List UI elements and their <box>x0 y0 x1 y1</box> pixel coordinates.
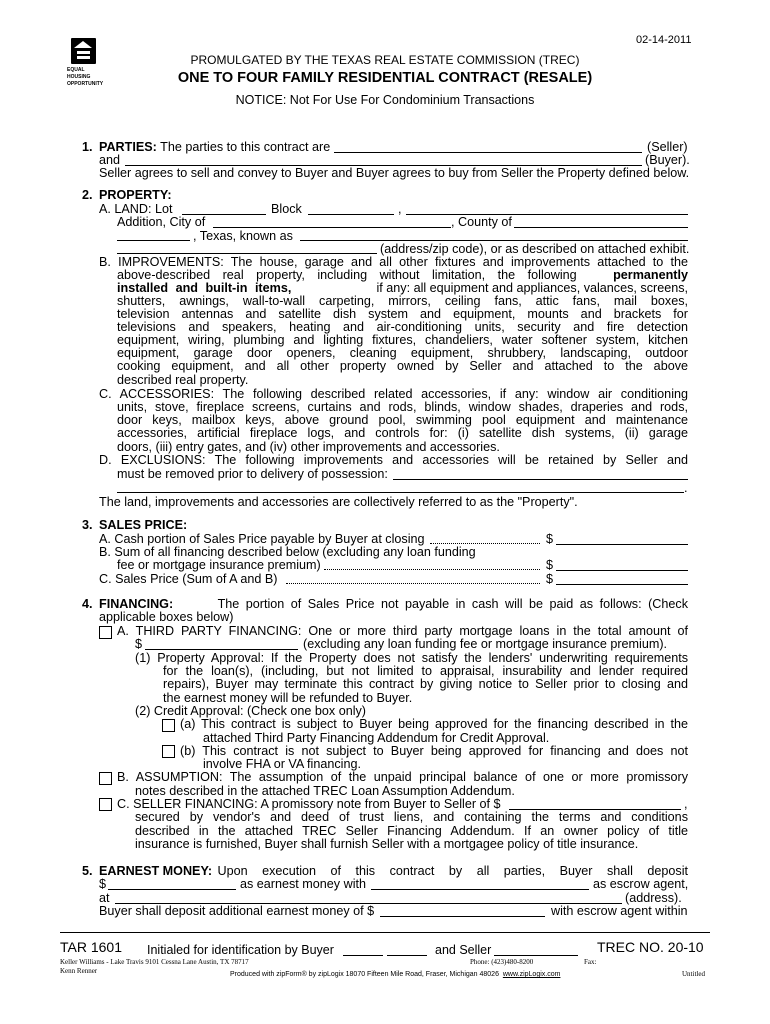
period: . <box>684 481 688 495</box>
financing-line-2: applicable boxes below) <box>99 610 234 624</box>
section-heading: SALES PRICE: <box>99 518 188 532</box>
financing-text: The portion of Sales Price not payable in cash will be paid as follows: (Check <box>217 597 688 611</box>
addition-label: Addition, City of <box>117 215 206 229</box>
loan-amount-field[interactable] <box>145 649 298 650</box>
section-heading: PARTIES: <box>99 140 157 154</box>
accessories-line-5: doors, (iii) entry gates, and (iv) other improvements and accessories. <box>117 440 500 454</box>
escrow-agent-label: as escrow agent, <box>593 877 689 891</box>
buyer-initial-1-field[interactable] <box>343 955 383 956</box>
initialed-label: Initialed for identification by Buyer <box>147 943 334 957</box>
logo-text: EQUAL HOUSING OPPORTUNITY <box>67 67 104 87</box>
section-number: 1. <box>82 140 93 154</box>
form-date: 02-14-2011 <box>636 34 692 46</box>
at-label: at <box>99 891 110 905</box>
dollar-sign: $ <box>546 558 554 572</box>
improvements-text-2: if any: all equipment and appliances, valances, screens, <box>376 281 688 295</box>
improvements-line-7: equipment, wiring, plumbing and lighting fixtures, chandeliers, water softener system, kitchen <box>117 333 688 347</box>
footer-divider <box>60 932 710 933</box>
county-field[interactable] <box>514 227 688 228</box>
page-title: ONE TO FOUR FAMILY RESIDENTIAL CONTRACT (RESALE) <box>177 70 593 86</box>
earnest-line-1 <box>99 864 688 878</box>
comma: , <box>684 797 688 811</box>
parties-agreement: Seller agrees to sell and convey to Buyer and Buyer agrees to buy from Seller the Property defined below. <box>99 166 690 180</box>
earnest-text: Upon execution of this contract by all parties, Buyer shall deposit <box>217 864 688 878</box>
improvements-line-10: described real property. <box>117 373 249 387</box>
county-continued-field[interactable] <box>117 240 190 241</box>
agent-fax: Fax: <box>584 958 597 966</box>
section-heading: EARNEST MONEY: <box>99 864 213 878</box>
improvements-line-9: cooking equipment, and all other property owned by Seller and attached to the above <box>117 359 688 373</box>
property-collective: The land, improvements and accessories are collectively referred to as the "Property". <box>99 495 578 509</box>
produced-line <box>230 970 560 979</box>
credit-approval-b-checkbox[interactable] <box>162 745 175 758</box>
improvements-line-1: B. IMPROVEMENTS: The house, garage and all other fixtures and improvements attached to the <box>99 255 688 269</box>
dollar-sign: $ <box>546 572 554 586</box>
section-number: 4. <box>82 597 93 611</box>
parties-line-1 <box>99 140 330 154</box>
exclusions-line-2: must be removed prior to delivery of possession: <box>117 467 388 481</box>
address-label: (address/zip code), or as described on attached exhibit. <box>380 242 690 256</box>
section-heading: PROPERTY: <box>99 188 172 202</box>
escrow-within-label: with escrow agent within <box>551 904 688 918</box>
dollar-sign: $ <box>99 877 107 891</box>
property-approval-line-2: for the loan(s), (including, but not limited to appraisal, insurability and lender required <box>163 664 688 678</box>
property-approval-line-1: (1) Property Approval: If the Property does not satisfy the lenders' underwriting requirements <box>135 651 688 665</box>
financing-sum-field[interactable] <box>556 570 688 571</box>
as-earnest-label: as earnest money with <box>240 877 366 891</box>
land-extra-field[interactable] <box>406 214 688 215</box>
improvements-line-4: shutters, awnings, wall-to-wall carpeting, mirrors, ceiling fans, attic fans, mail boxes, <box>117 294 688 308</box>
texas-known-label: , Texas, known as <box>193 229 293 243</box>
section-heading: FINANCING: <box>99 597 174 611</box>
and-label: and <box>99 153 121 167</box>
credit-approval-a-line-1: (a) This contract is subject to Buyer being approved for the financing described in the <box>180 717 688 731</box>
credit-approval-label: (2) Credit Approval: (Check one box only) <box>135 704 366 718</box>
form-number: TAR 1601 <box>60 939 122 955</box>
section-number: 2. <box>82 188 93 202</box>
improvements-line-8: equipment, garage door openers, cleaning equipment, shrubbery, landscaping, outdoor <box>117 346 688 360</box>
improvements-bold-2: installed and built-in items, <box>117 281 292 295</box>
financing-sum-label-2: fee or mortgage insurance premium) <box>117 558 321 572</box>
agent-name: Kenn Renner <box>60 967 98 975</box>
improvements-line-2 <box>117 268 688 282</box>
earnest-amount-field[interactable] <box>108 889 236 890</box>
city-field[interactable] <box>213 227 451 228</box>
seller-financing-line-4: insurance is furnished, Buyer shall furnish Seller with a mortgagee policy of title insurance. <box>135 837 639 851</box>
ziplogix-link[interactable]: www.zipLogix.com <box>502 971 561 978</box>
improvements-text: above-described real property, including without limitation, the following <box>117 268 577 282</box>
credit-approval-b-line-2: involve FHA or VA financing. <box>203 757 361 771</box>
cash-portion-field[interactable] <box>556 544 688 545</box>
dot-leader <box>324 559 540 570</box>
additional-earnest-label: Buyer shall deposit additional earnest money of $ <box>99 904 375 918</box>
sales-price-label: C. Sales Price (Sum of A and B) <box>99 572 278 586</box>
and-seller-label: and Seller <box>435 943 492 957</box>
credit-approval-a-line-2: attached Third Party Financing Addendum for Credit Approval. <box>203 731 550 745</box>
improvements-line-6: televisions and speakers, heating and air-conditioning units, security and fire detection <box>117 320 688 334</box>
seller-financing-checkbox[interactable] <box>99 798 112 811</box>
assumption-line-1: B. ASSUMPTION: The assumption of the unpaid principal balance of one or more promissory <box>117 770 688 784</box>
improvements-bold: permanently <box>613 268 688 282</box>
dollar-sign: $ <box>135 637 143 651</box>
section-number: 5. <box>82 864 93 878</box>
trec-number: TREC NO. 20-10 <box>597 939 704 955</box>
document-name: Untitled <box>682 970 705 978</box>
parties-text: The parties to this contract are <box>160 140 331 154</box>
third-party-line-2: (excluding any loan funding fee or mortgage insurance premium). <box>303 637 668 651</box>
credit-approval-b-line-1: (b) This contract is not subject to Buyer being approved for financing and does not <box>180 744 688 758</box>
assumption-line-2: notes described in the attached TREC Loan Assumption Addendum. <box>135 784 515 798</box>
accessories-line-3: door keys, mailbox keys, above ground pool, swimming pool equipment and maintenance <box>117 413 688 427</box>
seller-financing-line-2: secured by vendor's and deed of trust liens, and containing the terms and conditions <box>135 810 688 824</box>
cash-portion-label: A. Cash portion of Sales Price payable by Buyer at closing <box>99 532 425 546</box>
agent-info: Keller Williams - Lake Travis 9101 Cessna Lane Austin, TX 78717 <box>60 958 249 966</box>
improvements-line-3 <box>117 281 688 295</box>
third-party-line-1: A. THIRD PARTY FINANCING: One or more third party mortgage loans in the total amount of <box>117 624 688 638</box>
notice-line: NOTICE: Not For Use For Condominium Transactions <box>235 93 535 107</box>
seller-label: (Seller) <box>647 140 688 154</box>
section-number: 3. <box>82 518 93 532</box>
credit-approval-a-checkbox[interactable] <box>162 719 175 732</box>
dollar-sign: $ <box>546 532 554 546</box>
produced-text: Produced with zipForm® by zipLogix 18070 Fifteen Mile Road, Fraser, Michigan 48026 <box>230 971 499 978</box>
property-approval-line-3: repairs), Buyer may terminate this contract by giving notice to Seller prior to closing and <box>163 677 688 691</box>
address-label: (address). <box>625 891 682 905</box>
dot-leader <box>430 533 540 544</box>
buyer-initial-2-field[interactable] <box>387 955 427 956</box>
sales-price-field[interactable] <box>556 584 688 585</box>
financing-sum-label: B. Sum of all financing described below (excluding any loan funding <box>99 545 476 559</box>
buyer-label: (Buyer). <box>645 153 690 167</box>
accessories-line-2: units, stove, fireplace screens, curtains and rods, blinds, window shades, draperies and rods, <box>117 400 688 414</box>
exclusions-field-2[interactable] <box>117 492 684 493</box>
exclusions-line-1: D. EXCLUSIONS: The following improvements and accessories will be retained by Seller and <box>99 453 688 467</box>
accessories-line-4: accessories, artificial fireplace logs, and controls for: (i) satellite dish systems, (ii) garage <box>117 426 688 440</box>
assumption-checkbox[interactable] <box>99 772 112 785</box>
promulgated-line: PROMULGATED BY THE TEXAS REAL ESTATE COMMISSION (TREC) <box>190 53 580 67</box>
seller-initial-field[interactable] <box>494 955 578 956</box>
known-as-field[interactable] <box>300 240 688 241</box>
escrow-agent-field[interactable] <box>371 889 589 890</box>
seller-name-field[interactable] <box>334 152 642 153</box>
accessories-line-1: C. ACCESSORIES: The following described related accessories, if any: window air conditioning <box>99 387 688 401</box>
financing-line-1 <box>99 597 688 611</box>
seller-financing-line-1: C. SELLER FINANCING: A promissory note from Buyer to Seller of $ <box>117 797 501 811</box>
block-label: Block <box>271 202 302 216</box>
address-field[interactable] <box>117 253 377 254</box>
improvements-line-5: television antennas and satellite dish system and equipment, mounts and brackets for <box>117 307 688 321</box>
dot-leader <box>286 573 540 584</box>
third-party-financing-checkbox[interactable] <box>99 626 112 639</box>
additional-earnest-field[interactable] <box>380 916 545 917</box>
seller-financing-line-3: described in the attached TREC Seller Financing Addendum. If an owner policy of title <box>135 824 688 838</box>
agent-phone: Phone: (423)480-8200 <box>470 958 534 966</box>
comma: , <box>398 202 402 216</box>
block-field[interactable] <box>308 214 394 215</box>
exclusions-field-1[interactable] <box>393 479 688 480</box>
county-label: , County of <box>451 215 512 229</box>
land-lot-label: A. LAND: Lot <box>99 202 173 216</box>
property-approval-line-4: the earnest money will be refunded to Buyer. <box>163 691 413 705</box>
